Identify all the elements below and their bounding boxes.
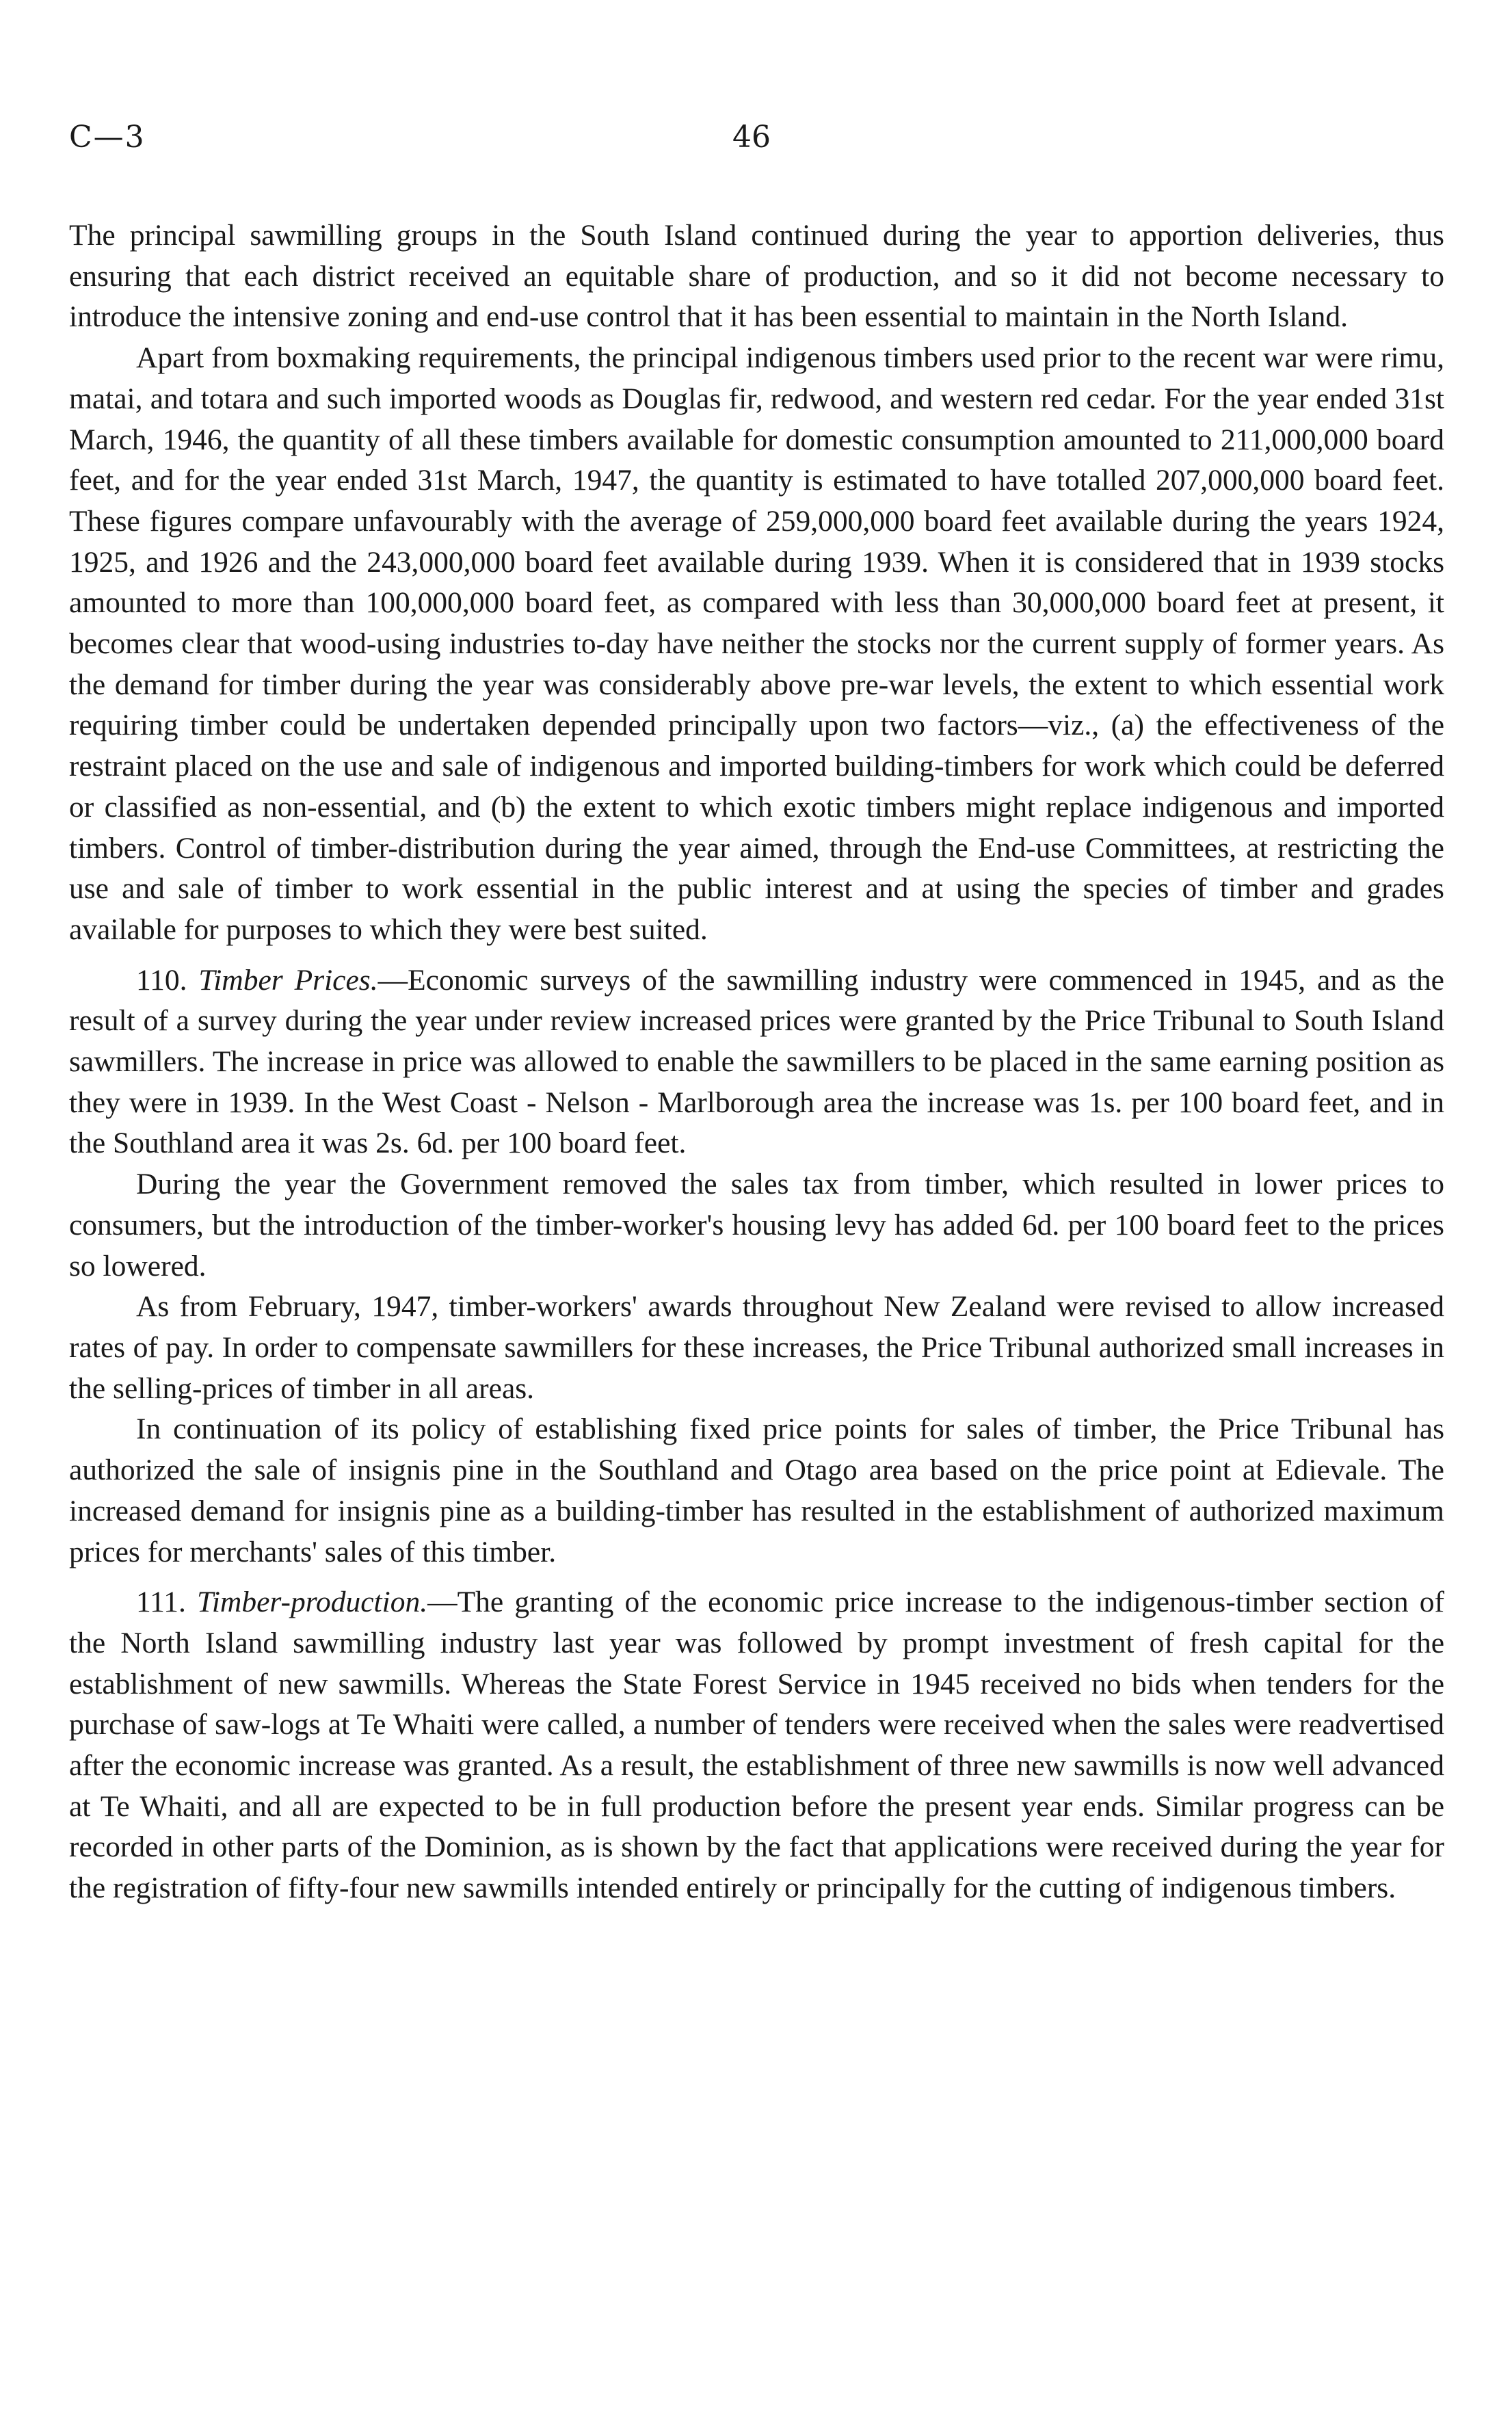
document-reference: C—3 <box>69 120 146 155</box>
section-body: —Economic surveys of the sawmilling industry were commenced in 1945, and as the result of a survey during the year under review increased prices were granted by the Price Tribunal to South Island sawmillers. The increase in price was allowed to enable the sawmillers to be placed in the same earning position as they were in 1939. In the West Coast - Nelson - Marlborough area the increase was 1s. per 100 board feet, and in the Southland area it was 2s. 6d. per 100 board feet. <box>69 963 1444 1160</box>
section-111-timber-production <box>69 1582 1444 1909</box>
paragraph-sales-tax: During the year the Government removed the sales tax from timber, which resulted in lower prices to consumers, but the introduction of the timber-worker's housing levy has added 6d. per 100 board feet to the prices so lowered. <box>69 1168 1444 1283</box>
paragraph-price-points: In continuation of its policy of establishing fixed price points for sales of timber, the Price Tribunal has authorized the sale of insignis pine in the Southland and Otago area based on the price point at Edievale. The increased demand for insignis pine as a building-timber has resulted in the establishment of authorized maximum prices for merchants' sales of this timber. <box>69 1412 1444 1568</box>
section-body: —The granting of the economic price increase to the indigenous-timber section of the North Island sawmilling industry last year was followed by prompt investment of fresh capital for the establishment of new sawmills. Whereas the State Forest Service in 1945 received no bids when tenders for the purchase of saw-logs at Te Whaiti were called, a number of tenders were received when the sales were readvertised after the economic increase was granted. As a result, the establishment of three new sawmills is now well advanced at Te Whaiti, and all are expected to be in full production before the present year ends. Similar progress can be recorded in other parts of the Dominion, as is shown by the fact that applications were received during the year for the registration of fifty-four new sawmills intended entirely or principally for the cutting of indigenous timbers. <box>69 1586 1444 1905</box>
paragraph-indigenous-timbers: Apart from boxmaking requirements, the principal indigenous timbers used prior to the recent war were rimu, matai, and totara and such imported woods as Douglas fir, redwood, and western red cedar. For the year ended 31st March, 1946, the quantity of all these timbers available for domestic consumption amounted to 211,000,000 board feet, and for the year ended 31st March, 1947, the quantity is estimated to have totalled 207,000,000 board feet. These figures compare unfavourably with the average of 259,000,000 board feet available during the years 1924, 1925, and 1926 and the 243,000,000 board feet available during 1939. When it is considered that in 1939 stocks amounted to more than 100,000,000 board feet, as compared with less than 30,000,000 board feet at present, it becomes clear that wood-using industries to-day have neither the stocks nor the current supply of former years. As the demand for timber during the year was considerably above pre-war levels, the extent to which essential work requiring timber could be undertaken depended principally upon two factors—viz., (a) the effectiveness of the restraint placed on the use and sale of indigenous and imported building-timbers for work which could be deferred or classified as non-essential, and (b) the extent to which exotic timbers might replace indigenous and imported timbers. Control of timber-distribution during the year aimed, through the End-use Committees, at restricting the use and sale of timber to work essential in the public interest and at using the species of timber and grades available for purposes to which they were best suited. <box>69 341 1444 946</box>
page-number: 46 <box>732 120 771 155</box>
paragraph-south-island-deliveries: The principal sawmilling groups in the South Island continued during the year to apportion deliveries, thus ensuring that each district received an equitable share of production, and so it did not become necessary to introduce the intensive zoning and end-use control that it has been essential to maintain in the North Island. <box>69 219 1444 334</box>
body-text <box>69 215 1444 1909</box>
page-header <box>69 120 1444 174</box>
section-number: 110. <box>136 963 187 997</box>
paragraph-awards: As from February, 1947, timber-workers' awards throughout New Zealand were revised to allow increased rates of pay. In order to compensate sawmillers for these increases, the Price Tribunal authorized small increases in the selling-prices of timber in all areas. <box>69 1290 1444 1405</box>
section-title: Timber Prices. <box>198 963 378 997</box>
section-title: Timber-production. <box>197 1586 428 1619</box>
section-number: 111. <box>136 1586 186 1619</box>
section-110-timber-prices <box>69 960 1444 1165</box>
